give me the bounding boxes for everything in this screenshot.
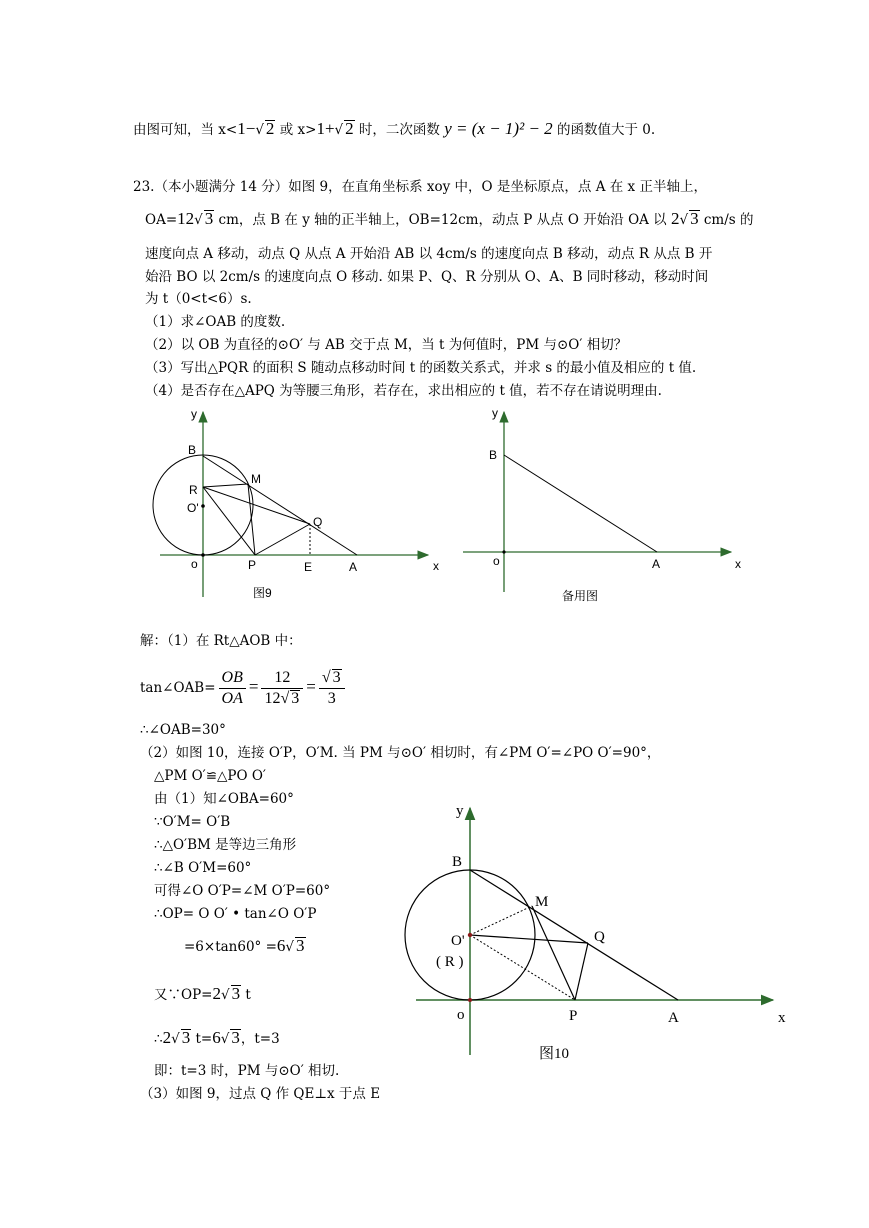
intro-c1: 1− (237, 119, 256, 138)
s2h-a: =6×tan60° = (184, 939, 277, 955)
fig10-line-OP (470, 935, 575, 1000)
p2-rad2: 3 (690, 209, 699, 228)
fig9-label-P: P (248, 558, 257, 572)
fig10-label-O1: O' (451, 933, 465, 949)
p2-rad: 3 (204, 209, 214, 228)
fig9-label-y: y (191, 407, 197, 421)
tan-frac-2 (261, 668, 303, 709)
fig9-line-PQ (255, 524, 310, 555)
s2j-num: 2 (162, 1028, 172, 1047)
intro-prefix: 由图可知，当 x< (133, 122, 238, 138)
intro-r2: 2 (345, 119, 354, 138)
fig10-label-Q: Q (594, 929, 605, 945)
s2j-rad2: 3 (231, 1028, 240, 1047)
fig9-line-RQ (203, 487, 310, 524)
fig9-origin-dot (201, 553, 205, 557)
spare-caption: 备用图 (562, 589, 599, 603)
solution-2-g: ∴OP= O O′ • tan∠O O′P (154, 906, 317, 922)
fig10-line-OM (470, 906, 532, 935)
intro-mid: 或 x> (275, 122, 317, 138)
p2-c: cm/s 的 (699, 212, 754, 228)
fig10-label-y: y (456, 803, 464, 819)
fig10-label-M: M (535, 894, 549, 910)
solution-2-k: 即：t=3 时，PM 与⊙O′ 相切. (154, 1063, 340, 1079)
solution-3: （3）如图 9，过点 Q 作 QE⊥x 于点 E (140, 1086, 381, 1102)
fig9-line-RM (203, 484, 248, 487)
s2i-rad: 3 (231, 984, 241, 1003)
fig9-label-M: M (251, 472, 261, 486)
tan-f1-den: OA (221, 690, 243, 707)
intro-end: 的函数值大于 0. (552, 122, 656, 138)
fig10-line-OQ (470, 935, 588, 943)
fig10-label-R: ( R ) (436, 954, 464, 970)
solution-2-j: ∴2√ 3 t=6√ 3，t=3 (154, 1028, 280, 1047)
spare-line-BA (504, 455, 657, 552)
solution-2-f: 可得∠O O′P=∠M O′P=60° (154, 883, 331, 899)
tan-f3-num: √ 3 (319, 668, 345, 689)
tan-f3-num-rad: 3 (332, 669, 341, 686)
solution-2-a: △PM O′≌△PO O′ (154, 768, 266, 784)
solution-2-i: 又∵OP=2√ 3 t (154, 984, 251, 1003)
fig10-line-PQ (575, 943, 588, 1000)
s2h-rad: 3 (296, 936, 305, 955)
tan-frac-3 (319, 668, 345, 709)
tan-frac-1 (219, 668, 246, 709)
fig9-line-BA (203, 456, 357, 555)
fig10-line-MP (532, 906, 575, 1000)
fig10-center-dot (468, 933, 472, 937)
tan-formula: tan∠OAB= $\frac{OB}{OA}$ = $\frac{12}{12√ 3}$ = $\frac{√ 3}{3}$ (140, 665, 348, 710)
p2-b: cm，点 B 在 y 轴的正半轴上，OB=12cm，动点 P 从点 O 开始沿 OA 以 (214, 212, 671, 228)
fig9-caption: 图9 (253, 586, 272, 600)
fig10-label-A: A (668, 1010, 679, 1026)
fig9-center-dot (201, 504, 205, 508)
tan-f2-den-rad: 3 (291, 690, 300, 707)
s2i-b: t (241, 987, 251, 1003)
fig10-label-o: o (457, 1007, 465, 1023)
fig10-label-P: P (569, 1008, 578, 1024)
tan-f1-num: OB (219, 668, 246, 689)
s2j-num2: 6 (212, 1028, 221, 1047)
tan-f2-den-a: 12 (264, 690, 281, 707)
spare-label-y: y (492, 406, 498, 420)
s2i-num: 2 (212, 984, 221, 1003)
fig9-label-o: o (191, 557, 198, 571)
fig10-line-BA (470, 870, 678, 1000)
solution-2-c: ∵O′M= O′B (154, 814, 231, 830)
s2j-b: t= (191, 1031, 213, 1047)
question-2: （2）以 OB 为直径的⊙O′ 与 AB 交于点 M，当 t 为何值时，PM 与⊙O′ 相切？ (145, 337, 628, 353)
solution-1-result: ∴∠OAB=30° (140, 722, 226, 738)
question-3: （3）写出△PQR 的面积 S 随动点移动时间 t 的函数关系式，并求 s 的最小值及相应的 t 值. (145, 360, 697, 376)
solution-2-h: =6×tan60° =6√ 3 (184, 936, 305, 955)
fig10-origin-dot (468, 998, 472, 1002)
problem-line4: 始沿 BO 以 2cm/s 的速度向点 O 移动. 如果 P、Q、R 分别从 O、A、B 同时移动，移动时间 (145, 269, 709, 285)
spare-label-o: o (493, 554, 500, 568)
spare-label-A: A (652, 557, 661, 571)
solution-2-d: ∴△O′BM 是等边三角形 (154, 837, 297, 853)
problem-line3: 速度向点 A 移动，动点 Q 从点 A 开始沿 AB 以 4cm/s 的速度向点 B 移动，动点 R 从点 B 开 (145, 246, 713, 262)
tan-prefix: tan∠OAB= (140, 680, 216, 696)
solution-2-intro: （2）如图 10，连接 O′P，O′M. 当 PM 与⊙O′ 相切时，有∠PM O′=∠PO O′=90°， (140, 745, 661, 761)
intro-line: 由图可知，当 x<1−√ 2 或 x>1+√ 2 时，二次函数 y = (x − 1)² − 2 的函数值大于 0. (133, 119, 656, 138)
intro-after: 时，二次函数 (354, 122, 445, 138)
problem-line2: OA=12√ 3 cm，点 B 在 y 轴的正半轴上，OB=12cm，动点 P 从点 O 开始沿 OA 以 2√ 3 cm/s 的 (145, 209, 754, 228)
question-1: （1）求∠OAB 的度数. (145, 314, 286, 330)
s2j-a: ∴ (154, 1031, 163, 1047)
fig9-label-O1: O' (187, 501, 199, 515)
spare-origin-dot (502, 550, 505, 553)
p2-a: OA= (145, 212, 178, 228)
solution-1-intro: 解：（1）在 Rt△AOB 中： (140, 633, 302, 649)
s2i-a: 又∵OP= (154, 987, 213, 1003)
fig9-line-RP (203, 487, 255, 555)
fig9-label-R: R (189, 483, 198, 497)
s2h-num: 6 (276, 936, 286, 955)
spare-label-B: B (489, 448, 498, 462)
fig9-label-x: x (433, 559, 439, 573)
intro-func: y = (x − 1)² − 2 (444, 119, 553, 138)
intro-r1: 2 (265, 119, 275, 138)
p2-num2: 2 (670, 209, 680, 228)
problem-line5: 为 t（0<t<6）s. (145, 291, 252, 307)
solution-2-b: 由（1）知∠OBA=60° (154, 791, 294, 807)
fig10-label-B: B (452, 854, 463, 870)
tan-f2-num: 12 (261, 668, 303, 689)
fig10-label-x: x (778, 1010, 786, 1026)
tan-f3-den: 3 (327, 690, 336, 707)
fig9-label-B: B (188, 443, 197, 457)
intro-c2: 1+ (316, 119, 335, 138)
fig9-label-E: E (304, 560, 313, 574)
fig10-caption: 图10 (539, 1046, 570, 1062)
spare-label-x: x (735, 557, 741, 571)
solution-2-e: ∴∠B O′M=60° (154, 860, 252, 876)
tan-f2-den: 12√ 3 (264, 690, 300, 707)
fig9-label-Q: Q (313, 515, 323, 529)
fig9-label-A: A (349, 560, 358, 574)
s2j-c: ，t=3 (240, 1031, 280, 1047)
p2-num: 12 (177, 209, 195, 228)
s2j-rad: 3 (181, 1028, 191, 1047)
problem-header: 23.（本小题满分 14 分）如图 9，在直角坐标系 xoy 中，O 是坐标原点，点 A 在 x 正半轴上， (133, 179, 707, 195)
question-4: （4）是否存在△APQ 为等腰三角形，若存在，求出相应的 t 值，若不存在请说明理由. (145, 383, 662, 399)
